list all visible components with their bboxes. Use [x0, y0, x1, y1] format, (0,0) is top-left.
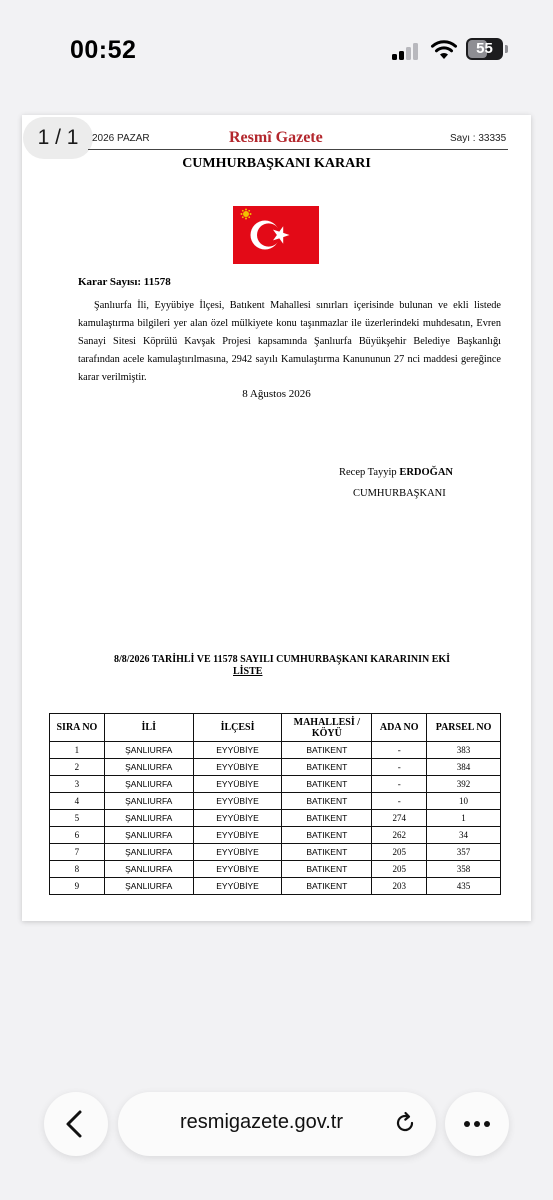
status-bar [0, 0, 553, 100]
table-cell: BATIKENT [282, 776, 372, 793]
table-cell: 9 [50, 878, 105, 895]
table-row [50, 827, 501, 844]
table-cell: 1 [427, 810, 501, 827]
table-cell: BATIKENT [282, 844, 372, 861]
table-cell: ŞANLIURFA [104, 861, 193, 878]
decision-date: 8 Ağustos 2026 [242, 388, 311, 400]
table-row [50, 810, 501, 827]
table-cell: EYYÜBİYE [193, 776, 282, 793]
turkish-flag-icon [233, 206, 319, 264]
signature-name [339, 467, 453, 478]
table-cell: 4 [50, 793, 105, 810]
table-cell: 3 [50, 776, 105, 793]
battery-level: 55 [476, 40, 493, 57]
table-cell: 10 [427, 793, 501, 810]
table-cell: BATIKENT [282, 827, 372, 844]
signature-first-name: Recep Tayyip [339, 467, 397, 478]
table-cell: ŞANLIURFA [104, 810, 193, 827]
table-cell: ŞANLIURFA [104, 793, 193, 810]
table-cell: 205 [372, 861, 427, 878]
table-row [50, 844, 501, 861]
table-cell: 274 [372, 810, 427, 827]
table-cell: - [372, 776, 427, 793]
table-row [50, 861, 501, 878]
table-row [50, 793, 501, 810]
table-cell: ŞANLIURFA [104, 759, 193, 776]
column-header: İLÇESİ [193, 714, 282, 742]
table-cell: 203 [372, 878, 427, 895]
more-button[interactable] [445, 1092, 509, 1156]
decision-body: Şanlıurfa İli, Eyyübiye İlçesi, Batıkent Mahallesi sınırları içerisinde bulunan ve ekli listede kamulaştırma bilgileri yer alan özel mülkiyete konu taşınmazlar ile üzerlerindeki muhdesatın, Evren Sanayi Sitesi Köprülü Kavşak Projesi kapsamında Şanlıurfa Büyükşehir Belediye Başkanlığı tarafından acele kamulaştırılmasına, 2942 sayılı Kamulaştırma Kanununun 27 nci maddesi gereğince karar verilmiştir. [78, 300, 501, 383]
table-cell: ŞANLIURFA [104, 827, 193, 844]
column-header: İLİ [104, 714, 193, 742]
table-row [50, 759, 501, 776]
table-cell: - [372, 742, 427, 759]
gazette-issue: Sayı : 33335 [450, 133, 507, 144]
table-cell: EYYÜBİYE [193, 861, 282, 878]
more-icon [445, 1092, 509, 1156]
table-cell: 358 [427, 861, 501, 878]
table-cell: 34 [427, 827, 501, 844]
header-divider [88, 149, 508, 150]
table-cell: 357 [427, 844, 501, 861]
signature-last-name: ERDOĞAN [399, 467, 453, 478]
annex-title: 8/8/2026 TARİHLİ VE 11578 SAYILI CUMHURBAŞKANI KARARININ EKİ [113, 654, 451, 665]
table-cell: ŞANLIURFA [104, 844, 193, 861]
table-cell: EYYÜBİYE [193, 793, 282, 810]
table-cell: BATIKENT [282, 793, 372, 810]
annex-subtitle: LİSTE [233, 666, 263, 677]
reload-icon[interactable] [393, 1111, 417, 1135]
table-cell: 1 [50, 742, 105, 759]
column-header: MAHALLESİ / KÖYÜ [282, 714, 372, 742]
gazette-date: 2026 PAZAR [92, 133, 150, 144]
table-cell: BATIKENT [282, 878, 372, 895]
table-row [50, 742, 501, 759]
table-cell: EYYÜBİYE [193, 759, 282, 776]
table-cell: 392 [427, 776, 501, 793]
table-cell: ŞANLIURFA [104, 878, 193, 895]
cellular-signal-icon [392, 42, 420, 60]
column-header: ADA NO [372, 714, 427, 742]
column-header: SIRA NO [50, 714, 105, 742]
page-counter: 1 / 1 [23, 117, 93, 159]
column-header: PARSEL NO [427, 714, 501, 742]
table-cell: BATIKENT [282, 742, 372, 759]
back-icon [44, 1092, 108, 1156]
table-cell: EYYÜBİYE [193, 742, 282, 759]
table-cell: 7 [50, 844, 105, 861]
wifi-icon [430, 38, 458, 60]
table-cell: BATIKENT [282, 810, 372, 827]
gazette-name: Resmî Gazete [229, 129, 323, 146]
table-cell: ŞANLIURFA [104, 776, 193, 793]
table-cell: EYYÜBİYE [193, 827, 282, 844]
table-header-row [50, 714, 501, 742]
table-cell: - [372, 759, 427, 776]
table-cell: EYYÜBİYE [193, 878, 282, 895]
url-text[interactable]: resmigazete.gov.tr [180, 1111, 344, 1133]
table-row [50, 878, 501, 895]
table-cell: 6 [50, 827, 105, 844]
back-button[interactable] [44, 1092, 108, 1156]
table-cell: EYYÜBİYE [193, 844, 282, 861]
battery-icon [466, 38, 508, 60]
table-cell: 2 [50, 759, 105, 776]
decision-number: Karar Sayısı: 11578 [78, 276, 171, 288]
status-time: 00:52 [70, 36, 137, 64]
table-cell: 383 [427, 742, 501, 759]
parcel-table [49, 713, 501, 895]
table-cell: 435 [427, 878, 501, 895]
table-cell: 8 [50, 861, 105, 878]
table-cell: EYYÜBİYE [193, 810, 282, 827]
document-title: CUMHURBAŞKANI KARARI [182, 156, 371, 171]
table-row [50, 776, 501, 793]
table-cell: ŞANLIURFA [104, 742, 193, 759]
table-cell: 205 [372, 844, 427, 861]
table-cell: 384 [427, 759, 501, 776]
table-cell: BATIKENT [282, 861, 372, 878]
table-cell: 262 [372, 827, 427, 844]
table-cell: - [372, 793, 427, 810]
signature-role: CUMHURBAŞKANI [353, 488, 446, 499]
table-cell: 5 [50, 810, 105, 827]
table-cell: BATIKENT [282, 759, 372, 776]
